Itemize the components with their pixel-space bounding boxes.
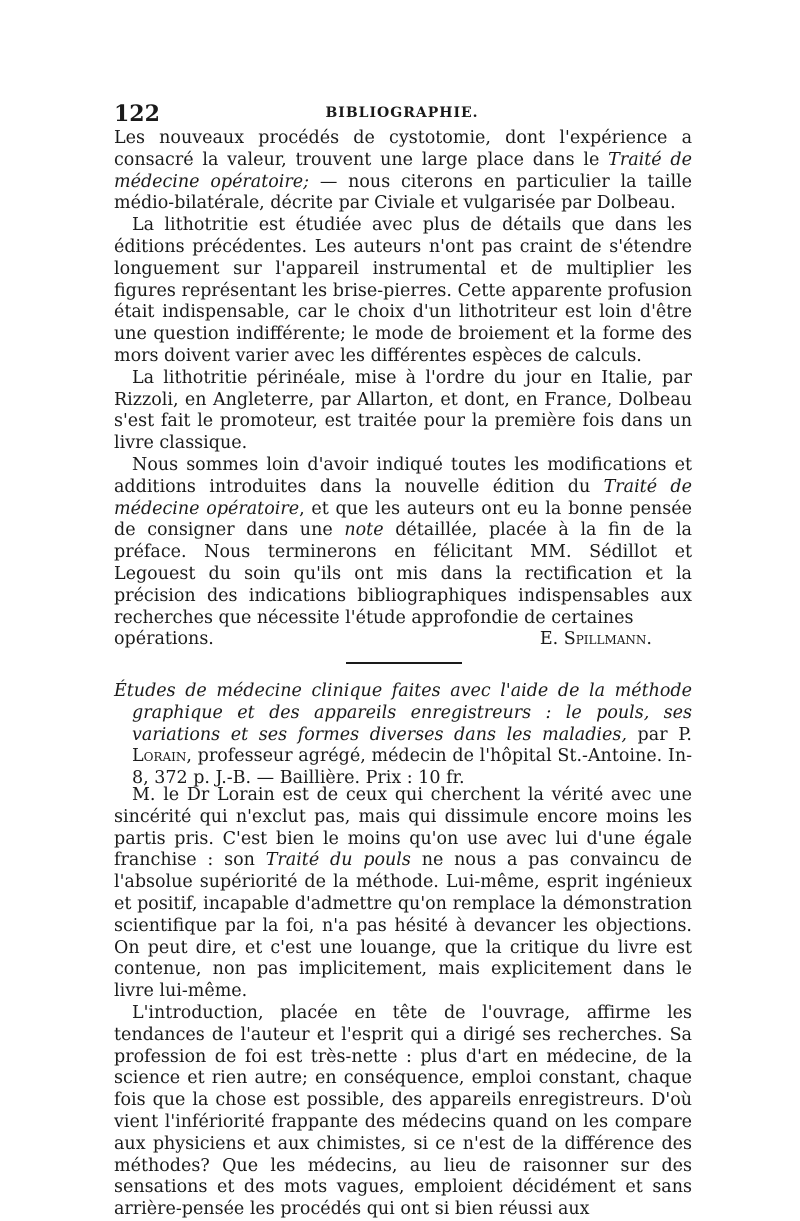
section-review-end — [114, 128, 692, 651]
paragraph: L'introduction, placée en tête de l'ouvrage, affirme les tendances de l'auteur et l'esprit qui a dirigé ses recherches. Sa profession de foi est très-nette : plus d'art en médecine, de la science et rien autre; en conséquence, emploi constant, chaque fois que la chose est possible, des appareils enregistreurs. D'où vient l'infériorité frappante des médecins quand on les compare aux physiciens et aux chimistes, si ce n'est de la différence des méthodes? Que les médecins, au lieu de raisonner sur des sensations et des mots vagues, emploient décidément et sans arrière-pensée les procédés qui ont si bien réussi aux — [114, 1002, 692, 1220]
paragraph: La lithotritie est étudiée avec plus de détails que dans les éditions précédentes. Les auteurs n'ont pas craint de s'étendre longuement sur l'appareil instrumental et de multiplier les figures représentant les brise-pierres. Cette apparente profusion était indispensable, car le choix d'un lithotriteur est loin d'être une question indifférente; le mode de broiement et la forme des mors doivent varier avec les différentes espèces de calculs. — [114, 215, 692, 366]
page-number: 122 — [114, 101, 160, 127]
bibliographic-entry — [114, 681, 692, 790]
section-divider — [346, 662, 462, 664]
entry-title: Études de médecine clinique faites avec l'aide de la méthode graphique et des appareils enregistreurs : le pouls, ses variations et ses formes diverses dans les maladies, par P. Lorain, professeur agrégé, médecin de l'hôpital St.-Antoine. In-8, 372 p. J.-B. — Baillière. Prix : 10 fr. — [114, 681, 692, 789]
page-header — [114, 101, 690, 127]
running-title: BIBLIOGRAPHIE. — [325, 105, 479, 121]
paragraph: Les nouveaux procédés de cystotomie, dont l'expérience a consacré la valeur, trouvent une large place dans le Traité de médecine opératoire; — nous citerons en particulier la taille médio-bilatérale, décrite par Civiale et vulgarisée par Dolbeau. — [114, 128, 692, 214]
paragraph: M. le Dr Lorain est de ceux qui cherchent la vérité avec une sincérité qui n'exclut pas, mais qui dissimule encore moins les partis pris. C'est bien le moins qu'on use avec lui d'une égale franchise : son Traité du pouls ne nous a pas convaincu de l'absolue supériorité de la méthode. Lui-même, esprit ingénieux et positif, incapable d'admettre qu'on remplace la démonstration scientifique par la foi, n'a pas hésité à devancer les objections. On peut dire, et c'est une louange, que la critique du livre est contenue, non pas implicitement, mais explicitement dans le livre lui-même. — [114, 785, 692, 1002]
section-review — [114, 785, 692, 1221]
paragraph: Nous sommes loin d'avoir indiqué toutes les modifications et additions introduites dans la nouvelle édition du Traité de médecine opératoire, et que les auteurs ont eu la bonne pensée de consigner dans une note détaillée, placée à la fin de la préface. Nous terminerons en félicitant MM. Sédillot et Legouest du soin qu'ils ont mis dans la rectification et la précision des indications bibliographiques indispensables aux recherches que nécessite l'étude approfondie de certaines — [114, 454, 692, 628]
signature: E. Spillmann. — [539, 629, 652, 650]
signature-line: opérations. E. Spillmann. — [114, 629, 652, 650]
paragraph: La lithotritie périnéale, mise à l'ordre du jour en Italie, par Rizzoli, en Angleterre, par Allarton, et dont, en France, Dolbeau s'est fait le promoteur, est traitée pour la première fois dans un livre classique. — [114, 367, 692, 454]
